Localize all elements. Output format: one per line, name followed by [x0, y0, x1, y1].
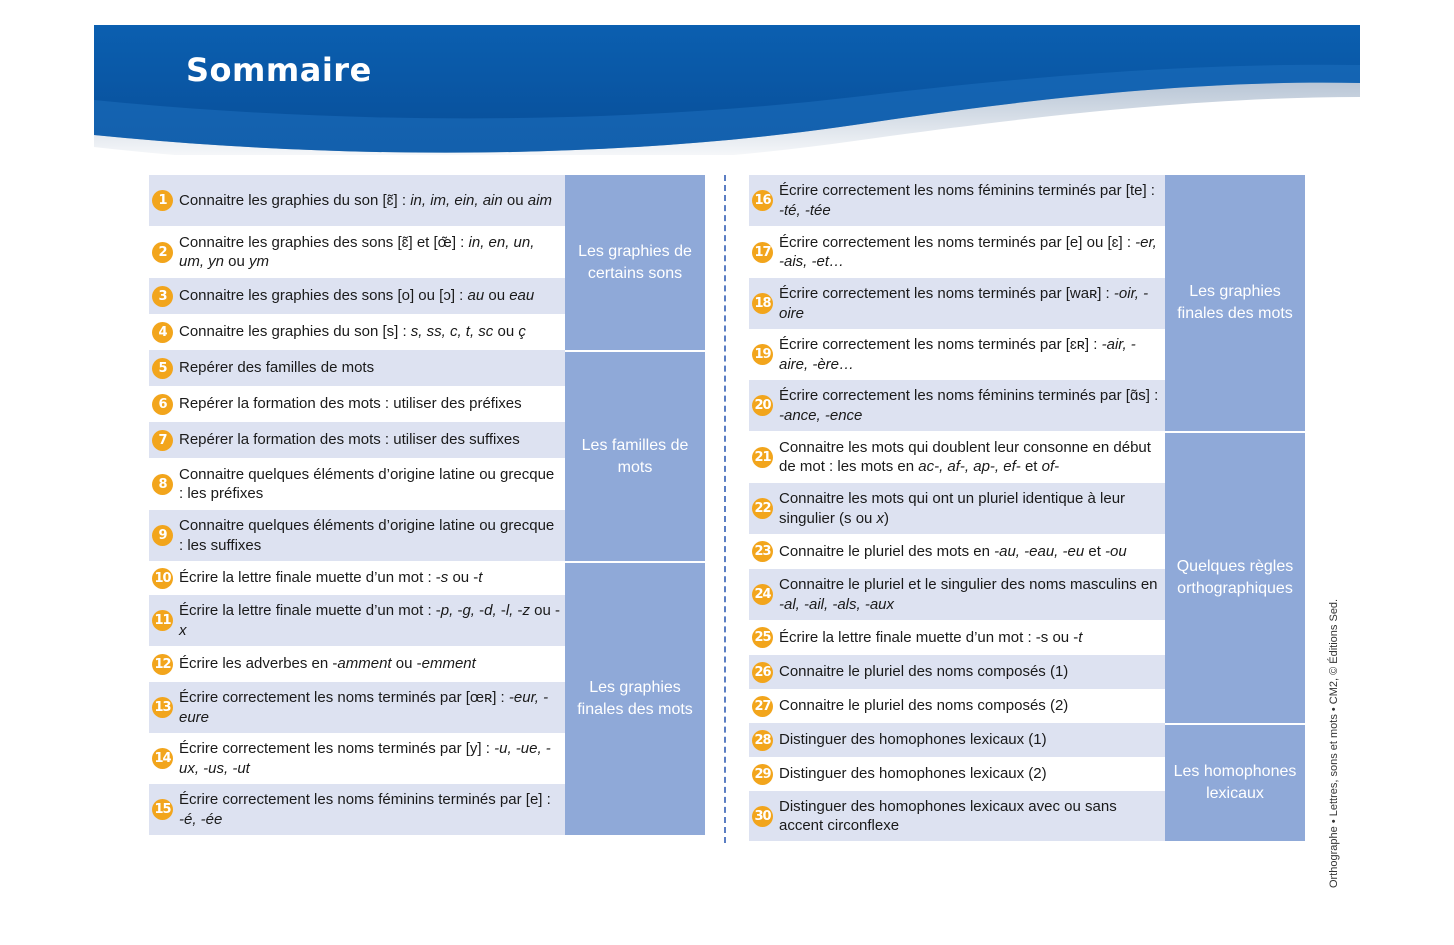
lesson-row-8[interactable] [149, 458, 565, 510]
lesson-number-badge: 24 [752, 584, 773, 605]
lesson-number-badge: 21 [752, 447, 773, 468]
column-divider [724, 175, 726, 843]
lesson-row-24[interactable] [749, 569, 1165, 620]
lesson-title [779, 764, 1051, 784]
lesson-number-badge: 5 [152, 358, 173, 379]
lesson-title [779, 575, 1165, 614]
lesson-title-segment: ou - [530, 602, 561, 619]
lesson-title [779, 797, 1165, 836]
lesson-title [179, 191, 556, 211]
lesson-title-segment: l, [505, 602, 518, 619]
lesson-number-badge: 8 [152, 474, 173, 495]
lesson-title-segment: Connaitre le pluriel des noms composés (1) [779, 663, 1069, 681]
lesson-title-segment: Écrire correctement les noms terminés par [e] ou [ɛ] : [779, 233, 1136, 251]
lesson-title [779, 335, 1165, 374]
lesson-title-segment: - [517, 602, 523, 619]
category-label: Les homophones lexicaux [1165, 725, 1305, 841]
lesson-title [779, 730, 1051, 750]
lesson-title-segment: Connaitre quelques éléments d’origine latine ou grecque : les suffixes [179, 517, 555, 554]
lesson-row-17[interactable] [749, 226, 1165, 278]
lesson-title-segment: -eur, -eure [179, 689, 549, 726]
lesson-row-3[interactable] [149, 278, 565, 314]
lesson-title-segment: Connaitre le pluriel et le singulier des noms masculins en [779, 576, 1158, 593]
lesson-title [179, 601, 565, 640]
lesson-title-segment: d, [484, 602, 501, 619]
lesson-title-segment: Connaitre les graphies des sons [ɛ̃] et [œ̃] : [179, 233, 469, 251]
lesson-title [179, 430, 524, 450]
lesson-title-segment: ) [884, 509, 890, 527]
lesson-title-segment: Écrire correctement les noms féminins terminés par [te] : [779, 182, 1155, 199]
lesson-title [179, 233, 565, 272]
lesson-title-segment: Distinguer des homophones lexicaux avec ou sans accent circonflexe [779, 797, 1117, 834]
lesson-title-segment: ç [518, 323, 526, 341]
lesson-row-28[interactable] [749, 723, 1165, 757]
lesson-row-9[interactable] [149, 510, 565, 561]
lesson-title-segment: Repérer la formation des mots : utiliser des préfixes [179, 395, 522, 413]
lesson-title-segment: ou [484, 287, 510, 305]
lesson-title [179, 688, 565, 727]
lesson-title [179, 654, 480, 674]
lesson-title-segment: Écrire correctement les noms terminés par [waʀ] : [779, 285, 1114, 302]
lesson-row-29[interactable] [749, 757, 1165, 791]
category-label: Les graphies de certains sons [565, 175, 705, 350]
lesson-title-segment: of- [1041, 458, 1060, 475]
lesson-number-badge: 27 [752, 696, 773, 717]
lesson-title-segment: Connaitre le pluriel des noms composés (2) [779, 697, 1069, 715]
lesson-title-segment: -u, -ue, -ux, -us, -ut [179, 740, 551, 777]
lesson-title-segment: Connaitre les graphies des sons [o] ou [ɔ] : [179, 287, 468, 305]
lesson-title-segment: au [467, 287, 485, 305]
lesson-title-segment: -air, -aire, -ère… [779, 336, 1136, 373]
lesson-title-segment: et [1020, 458, 1042, 475]
lesson-title-segment: Écrire la lettre finale muette d’un mot : -s ou - [779, 628, 1079, 646]
lesson-title-segment: Repérer des familles de mots [179, 359, 375, 377]
lesson-title-segment: -oir, -oire [779, 285, 1149, 322]
lesson-title [779, 489, 1165, 528]
lesson-number-badge: 10 [152, 568, 173, 589]
lesson-title [179, 322, 530, 342]
lesson-row-22[interactable] [749, 483, 1165, 534]
lesson-number-badge: 28 [752, 730, 773, 751]
lesson-number-badge: 7 [152, 430, 173, 451]
lesson-title-segment: emment [421, 655, 476, 673]
lesson-title-segment: s, ss, c, t, sc [410, 323, 494, 341]
lesson-title-segment: Connaitre les graphies du son [s] : [179, 323, 411, 341]
lesson-number-badge: 17 [752, 242, 773, 263]
lesson-number-badge: 12 [152, 654, 173, 675]
lesson-number-badge: 16 [752, 190, 773, 211]
lesson-number-badge: 4 [152, 322, 173, 343]
lesson-title [179, 739, 565, 778]
lesson-row-4[interactable] [149, 314, 565, 350]
lesson-title-segment: in, im, ein, ain [410, 191, 503, 209]
lesson-title [179, 516, 565, 555]
lesson-number-badge: 29 [752, 764, 773, 785]
lesson-number-badge: 26 [752, 662, 773, 683]
lesson-title [179, 358, 378, 378]
lesson-number-badge: 30 [752, 806, 773, 827]
lesson-title-segment: Écrire la lettre finale muette d’un mot : - [179, 569, 441, 587]
lesson-title-segment: Distinguer des homophones lexicaux (2) [779, 765, 1047, 783]
lesson-title-segment: Écrire correctement les noms terminés par [y] : [179, 740, 495, 757]
lesson-row-18[interactable] [749, 278, 1165, 329]
lesson-row-26[interactable] [749, 655, 1165, 689]
lesson-row-25[interactable] [749, 620, 1165, 655]
lesson-title-segment: - [500, 602, 506, 619]
lesson-row-23[interactable] [749, 534, 1165, 569]
lesson-title-segment: x [179, 621, 187, 639]
lesson-title-segment: eau [509, 287, 535, 305]
lesson-row-15[interactable] [149, 784, 565, 835]
lesson-row-6[interactable] [149, 386, 565, 422]
lesson-title-segment: - [479, 602, 485, 619]
lesson-number-badge: 22 [752, 498, 773, 519]
lesson-title-segment: -au, -eau, -eu [994, 542, 1085, 560]
lesson-title-segment: ou [493, 323, 519, 341]
lesson-row-12[interactable] [149, 646, 565, 682]
summary-right-column [749, 175, 1305, 841]
lesson-title-segment: Écrire correctement les noms terminés par [œʀ] : [179, 689, 509, 706]
lesson-title-segment: -er, -ais, -et… [779, 233, 1157, 270]
lesson-title [779, 696, 1072, 716]
lesson-title [179, 465, 565, 504]
lesson-title-segment: -ou [1105, 542, 1127, 560]
lesson-title-segment: Connaitre les graphies du son [ɛ̃] : [179, 191, 411, 209]
lesson-title-segment: Connaitre les mots qui ont un pluriel identique à leur singulier (s ou [779, 490, 1126, 527]
lesson-row-19[interactable] [749, 329, 1165, 380]
lesson-title-segment: p, [440, 602, 458, 619]
lesson-title-segment: Connaitre le pluriel des mots en [779, 542, 995, 560]
lesson-number-badge: 20 [752, 395, 773, 416]
lesson-title-segment: Distinguer des homophones lexicaux (1) [779, 731, 1047, 749]
lesson-title-segment: Écrire correctement les noms terminés par [ɛʀ] : [779, 336, 1102, 353]
lesson-number-badge: 19 [752, 344, 773, 365]
lesson-title-segment: t [1078, 628, 1083, 646]
lesson-title [779, 284, 1165, 323]
lesson-row-20[interactable] [749, 380, 1165, 431]
lesson-title [779, 386, 1165, 425]
lesson-title-segment: g, [462, 602, 480, 619]
lesson-title-segment: t [478, 569, 483, 587]
lesson-title-segment: aim [527, 191, 552, 209]
lesson-title [179, 568, 486, 588]
lesson-list-left [149, 175, 565, 835]
category-label: Les familles de mots [565, 352, 705, 561]
lesson-row-1[interactable] [149, 175, 565, 226]
lesson-title-segment: Écrire les adverbes en - [179, 655, 338, 673]
lesson-number-badge: 25 [752, 627, 773, 648]
lesson-row-13[interactable] [149, 682, 565, 733]
lesson-title-segment: in, en, un, um, yn [179, 233, 535, 270]
lesson-row-10[interactable] [149, 561, 565, 595]
lesson-row-21[interactable] [749, 431, 1165, 483]
lesson-row-14[interactable] [149, 733, 565, 784]
lesson-title-segment: -ance, -ence [779, 406, 863, 424]
lesson-row-30[interactable] [749, 791, 1165, 841]
lesson-title [779, 181, 1165, 220]
lesson-number-badge: 18 [752, 293, 773, 314]
lesson-title [779, 438, 1165, 477]
lesson-title-segment: ou - [391, 655, 422, 673]
category-label: Les graphies finales des mots [565, 563, 705, 835]
lesson-number-badge: 15 [152, 799, 173, 820]
lesson-title [179, 286, 538, 306]
lesson-row-27[interactable] [749, 689, 1165, 723]
lesson-title-segment: et [1084, 542, 1106, 560]
side-credit: Orthographe • Lettres, sons et mots • CM2, © Éditions Sed. [1328, 598, 1340, 888]
lesson-title-segment: ou - [448, 569, 479, 587]
lesson-title-segment: -té, -tée [779, 201, 831, 219]
lesson-row-11[interactable] [149, 595, 565, 646]
lesson-number-badge: 23 [752, 541, 773, 562]
lesson-number-badge: 9 [152, 525, 173, 546]
lesson-row-7[interactable] [149, 422, 565, 458]
wave-banner-graphic [94, 25, 1360, 155]
lesson-title-segment: amment [337, 655, 392, 673]
lesson-number-badge: 3 [152, 286, 173, 307]
lesson-title-segment: s [440, 569, 449, 587]
lesson-title [779, 542, 1131, 562]
lesson-title-segment: ac-, af-, ap-, ef- [918, 458, 1021, 475]
lesson-row-2[interactable] [149, 226, 565, 278]
category-label: Quelques règles orthographiques [1165, 433, 1305, 723]
lesson-title [779, 233, 1165, 272]
lesson-row-16[interactable] [749, 175, 1165, 226]
lesson-title-segment: ou [502, 191, 528, 209]
header-banner [94, 25, 1360, 155]
lesson-title-segment: -é, -ée [179, 810, 223, 828]
lesson-number-badge: 2 [152, 242, 173, 263]
lesson-title [179, 790, 565, 829]
lesson-title-segment: Connaitre les mots qui doublent leur consonne en début de mot : les mots en [779, 438, 1151, 475]
lesson-title-segment: Écrire la lettre finale muette d’un mot : - [179, 602, 441, 619]
lesson-title-segment: z [522, 602, 531, 619]
lesson-title [779, 662, 1072, 682]
lesson-number-badge: 11 [152, 610, 173, 631]
lesson-number-badge: 14 [152, 748, 173, 769]
page-title: Sommaire [186, 51, 372, 89]
lesson-title-segment: -al, -ail, -als, -aux [779, 595, 895, 613]
lesson-number-badge: 1 [152, 190, 173, 211]
lesson-title-segment: ou [224, 253, 250, 270]
lesson-number-badge: 6 [152, 394, 173, 415]
lesson-list-right [749, 175, 1165, 841]
summary-left-column [149, 175, 705, 835]
lesson-title [179, 394, 526, 414]
lesson-title-segment: x [876, 509, 885, 527]
category-label: Les graphies finales des mots [1165, 175, 1305, 431]
lesson-title-segment: - [457, 602, 463, 619]
lesson-title-segment: Repérer la formation des mots : utiliser des suffixes [179, 431, 520, 449]
lesson-title-segment: Connaitre quelques éléments d’origine latine ou grecque : les préfixes [179, 465, 555, 502]
lesson-row-5[interactable] [149, 350, 565, 386]
lesson-title-segment: ym [249, 253, 270, 270]
lesson-number-badge: 13 [152, 697, 173, 718]
lesson-title-segment: Écrire correctement les noms féminins terminés par [e] : [179, 791, 551, 808]
lesson-title-segment: Écrire correctement les noms féminins terminés par [ɑ̃s] : [779, 387, 1159, 404]
lesson-title [779, 628, 1086, 648]
